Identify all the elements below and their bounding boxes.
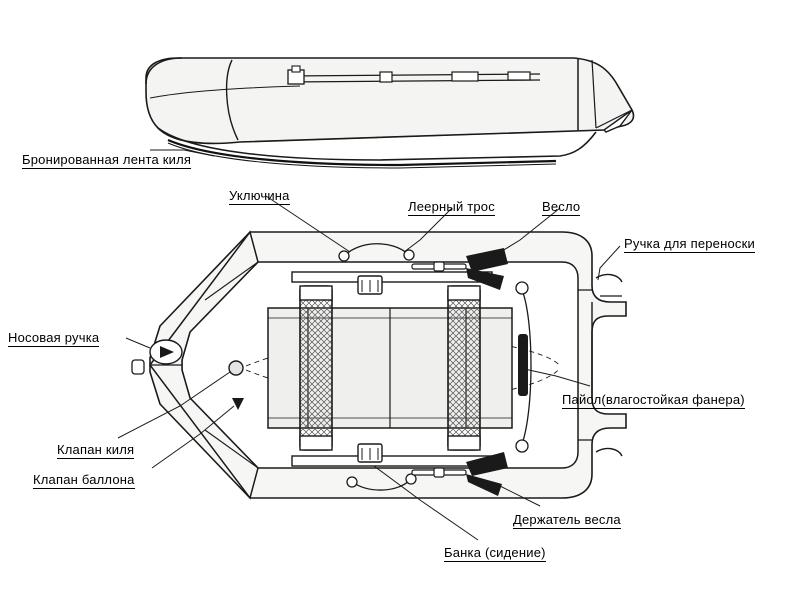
label-seat-bench: Банка (сидение): [444, 545, 546, 560]
label-balloon-valve: Клапан баллона: [33, 472, 135, 487]
label-lifeline-rope: Леерный трос: [408, 199, 495, 214]
seat-bottom-shape: [292, 456, 492, 466]
keel-valve-shape: [229, 361, 243, 375]
label-floorboard: Пайол(влагостойкая фанера): [562, 392, 745, 407]
label-oar: Весло: [542, 199, 581, 214]
seat-top-shape: [292, 272, 492, 282]
side-view-group: [146, 58, 634, 168]
top-view-group: [132, 232, 626, 498]
label-oarlock: Уключина: [229, 188, 290, 203]
leader-bow-handle: [126, 338, 150, 348]
label-bow-handle: Носовая ручка: [8, 330, 100, 345]
label-keel-valve: Клапан киля: [57, 442, 135, 457]
label-armored-keel-tape: Бронированная лента киля: [22, 152, 192, 167]
label-oar-holder: Держатель весла: [513, 512, 621, 527]
label-carry-handle: Ручка для переноски: [624, 236, 755, 251]
